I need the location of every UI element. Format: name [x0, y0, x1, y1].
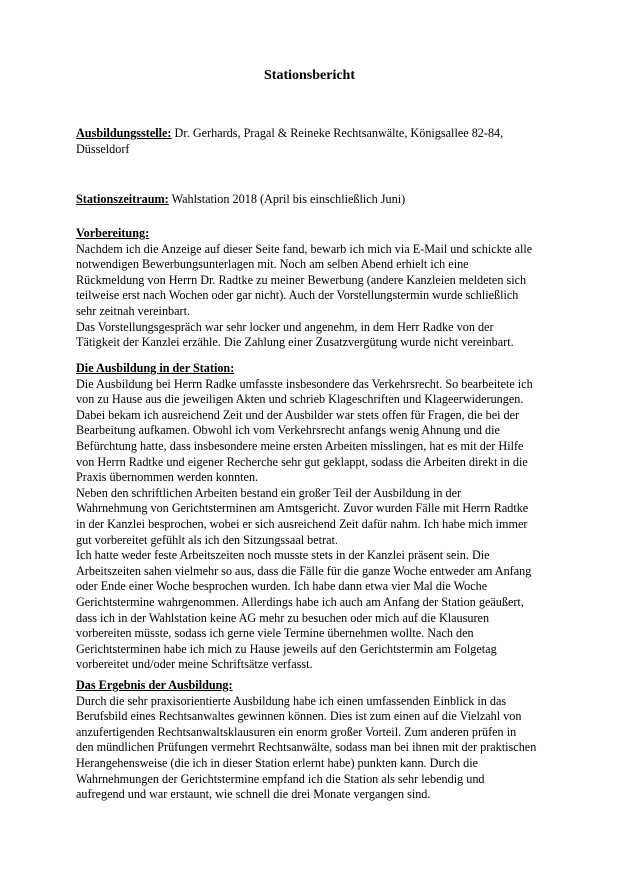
- vorbereitung-heading: Vorbereitung:: [76, 226, 150, 240]
- paragraph-line: oder Ende einer Woche besprochen wurden. Ich habe dann etwa vier Mal die Woche: [76, 579, 488, 594]
- paragraph-line: von zu Hause aus die jeweiligen Akten und schrieb Klageschriften und Klageerwiderungen.: [76, 392, 524, 407]
- page-title: Stationsbericht: [264, 68, 355, 83]
- paragraph-line: sehr zeitnah vereinbart.: [76, 303, 191, 318]
- stationszeitraum-label: Stationszeitraum:: [76, 192, 169, 206]
- paragraph-line: Arbeitszeiten sahen vielmehr so aus, dass die Fälle für die ganze Woche entweder am Anfang: [76, 563, 532, 578]
- paragraph-line: notwendigen Bewerbungsunterlagen mit. Noch am selben Abend erhielt ich eine: [76, 257, 469, 272]
- vorbereitung-section: [76, 226, 556, 351]
- paragraph-line: dass ich in der Wahlstation keine AG mehr zu besuchen oder mich auf die Klausuren: [76, 610, 490, 625]
- ausbildungsstelle-section: [76, 126, 556, 157]
- paragraph-line: Praxis übernommen werden konnten.: [76, 470, 259, 485]
- paragraph-line: Durch die sehr praxisorientierte Ausbildung habe ich einen umfassenden Einblick in das: [76, 693, 507, 708]
- paragraph-line: Nachdem ich die Anzeige auf dieser Seite fand, bewarb ich mich via E-Mail und schickte alle: [76, 241, 533, 256]
- stationszeitraum-value: Wahlstation 2018 (April bis einschließlich Juni): [168, 192, 406, 206]
- ausbildungsstelle-value: Dr. Gerhards, Pragal & Reineke Rechtsanwälte, Königsallee 82-84,: [171, 126, 504, 140]
- paragraph-line: Berufsbild eines Rechtsanwaltes gewinnen können. Dies ist zum einen auf die Vielzahl von: [76, 709, 522, 724]
- paragraph-line: den mündlichen Prüfungen vermehrt Rechtsanwälte, sodass man bei ihnen mit der praktischen: [76, 740, 537, 755]
- ausbildung-heading: Die Ausbildung in der Station:: [76, 361, 235, 375]
- paragraph-line: vorbereitet und/oder meine Schriftsätze verfasst.: [76, 657, 313, 672]
- paragraph-line: Wahrnehmung von Gerichtsterminen am Amtsgericht. Zuvor wurden Fälle mit Herrn Radtke: [76, 501, 529, 516]
- paragraph-line: Herangehensweise (die ich in dieser Station erlernt habe) punkten kann. Durch die: [76, 755, 479, 770]
- ausbildungsstelle-city: Düsseldorf: [76, 141, 130, 156]
- ausbildungsstelle-line: [76, 126, 556, 142]
- paragraph-line: Ich hatte weder feste Arbeitszeiten noch musste stets in der Kanzlei präsent sein. Die: [76, 548, 490, 563]
- paragraph-line: Die Ausbildung bei Herrn Radke umfasste insbesondere das Verkehrsrecht. So bearbeitete ich: [76, 376, 533, 391]
- paragraph-line: Gerichtsterminen habe ich mich zu Hause jeweils auf den Gerichtstermin am Folgetag: [76, 641, 497, 656]
- ergebnis-section: [76, 678, 556, 803]
- paragraph-line: Das Vorstellungsgespräch war sehr locker und angenehm, in dem Herr Radke von der: [76, 319, 494, 334]
- paragraph-line: Wahrnehmungen der Gerichtstermine empfand ich die Station als sehr lebendig und: [76, 771, 485, 786]
- paragraph-line: aufregend und war erstaunt, wie schnell die drei Monate vergangen sind.: [76, 787, 431, 802]
- paragraph-line: von Herrn Radtke und eigener Recherche sehr gut geklappt, sodass die Arbeiten direkt in die: [76, 454, 528, 469]
- ergebnis-heading: Das Ergebnis der Ausbildung:: [76, 678, 233, 692]
- stationszeitraum-section: [76, 192, 556, 208]
- paragraph-line: Dabei bekam ich ausreichend Zeit und der Ausbilder war stets offen für Fragen, die bei der: [76, 407, 520, 422]
- paragraph-line: gut vorbereitet gefühlt als ich den Sitzungssaal betrat.: [76, 532, 338, 547]
- paragraph-line: Tätigkeit der Kanzlei erzähle. Die Zahlung einer Zusatzvergütung wurde nicht vereinbart.: [76, 335, 514, 350]
- paragraph-line: Neben den schriftlichen Arbeiten bestand ein großer Teil der Ausbildung in der: [76, 485, 462, 500]
- paragraph-line: Rückmeldung von Herrn Dr. Radtke zu meiner Bewerbung (andere Kanzleien meldeten sich: [76, 272, 527, 287]
- paragraph-line: vorbereiten müsste, sodass ich gerne viele Termine übernehmen wollte. Nach den: [76, 626, 474, 641]
- ausbildungsstelle-label: Ausbildungsstelle:: [76, 126, 172, 140]
- paragraph-line: teilweise erst nach Wochen oder gar nicht). Auch der Vorstellungstermin wurde schließlich: [76, 288, 519, 303]
- paragraph-line: anzufertigenden Rechtsanwaltsklausuren ein enorm großer Vorteil. Zum anderen prüfen in: [76, 724, 517, 739]
- paragraph-line: Bearbeitung aufkamen. Obwohl ich vom Verkehrsrecht anfangs wenig Ahnung und die: [76, 423, 500, 438]
- paragraph-line: Befürchtung hatte, dass insbesondere meine ersten Arbeiten misslingen, hat es mit der Hilfe: [76, 438, 524, 453]
- ausbildung-section: [76, 361, 556, 673]
- paragraph-line: Gerichtstermine wahrgenommen. Allerdings habe ich auch am Anfang der Station geäußert,: [76, 594, 524, 609]
- paragraph-line: in der Kanzlei besprochen, wobei er sich ausreichend Zeit dafür nahm. Ich habe mich immer: [76, 516, 528, 531]
- stationszeitraum-line: [76, 192, 556, 208]
